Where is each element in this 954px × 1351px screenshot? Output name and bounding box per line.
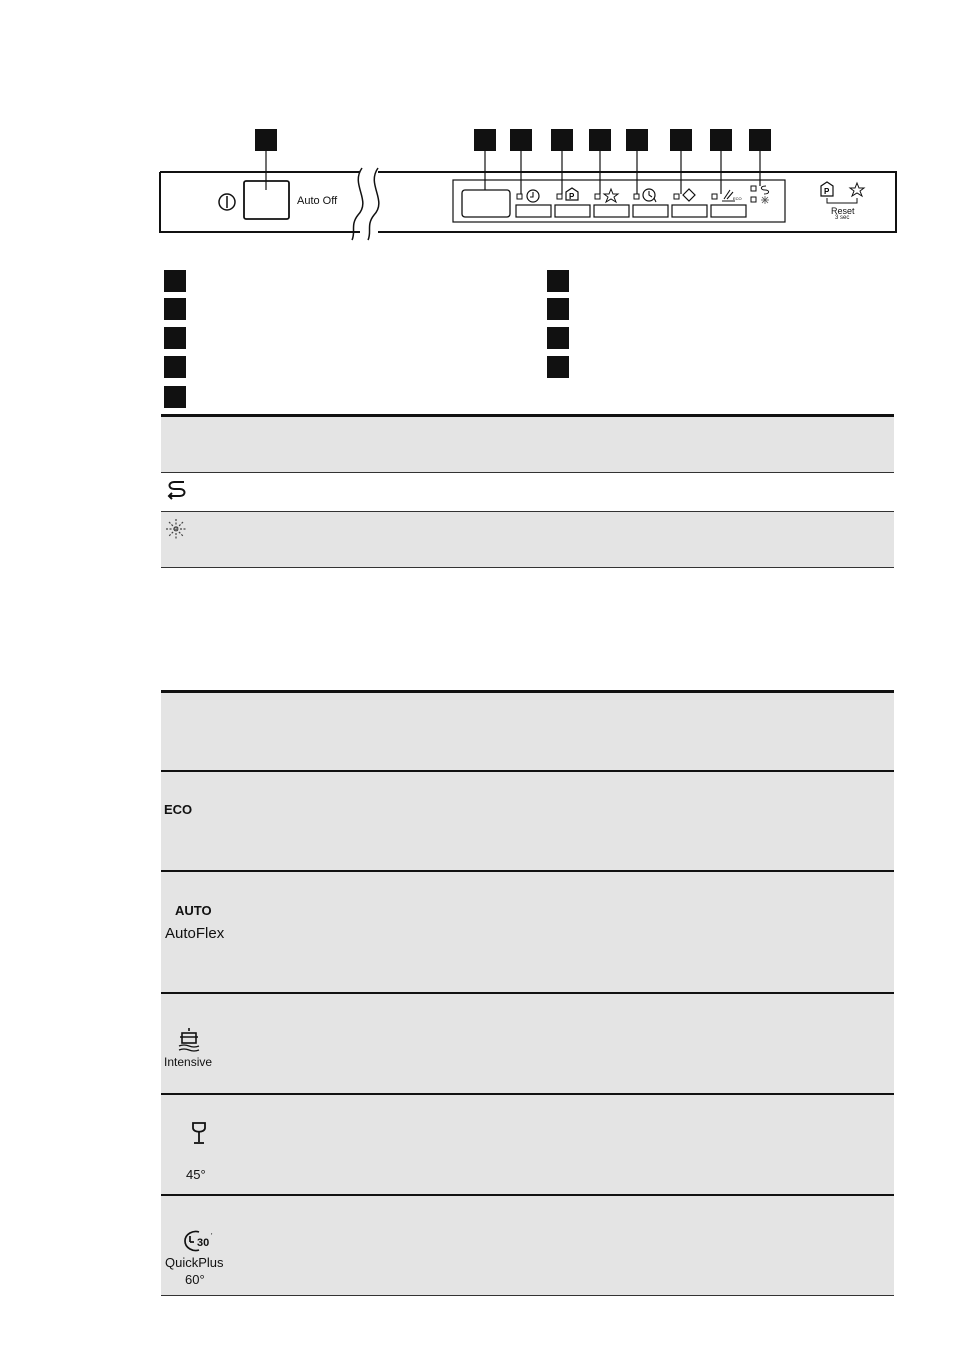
programme-label-45: 45° bbox=[186, 1167, 206, 1182]
programmes-table-header bbox=[161, 693, 894, 770]
programme-row-intensive bbox=[161, 994, 894, 1093]
control-panel-diagram bbox=[0, 0, 954, 260]
programme-label-60: 60° bbox=[185, 1272, 205, 1287]
legend-box-9 bbox=[547, 356, 569, 378]
svg-text:′: ′ bbox=[211, 1233, 213, 1240]
programme-label-intensive: Intensive bbox=[164, 1055, 213, 1069]
programme-row-autoflex bbox=[161, 872, 894, 992]
rinse-aid-icon bbox=[164, 477, 190, 508]
legend-box-3 bbox=[164, 327, 186, 349]
reset-label: Reset bbox=[831, 206, 855, 216]
legend-box-1 bbox=[164, 270, 186, 292]
auto-off-label: Auto Off bbox=[297, 195, 338, 207]
indicators-table-header bbox=[161, 417, 894, 472]
svg-text:P: P bbox=[569, 192, 575, 201]
programme-row-quickplus bbox=[161, 1196, 894, 1295]
salt-icon bbox=[165, 518, 187, 545]
glass-icon bbox=[190, 1122, 208, 1151]
programme-label-auto: AUTO bbox=[175, 903, 212, 918]
programme-label-quickplus: QuickPlus bbox=[165, 1255, 224, 1270]
legend-box-8 bbox=[547, 327, 569, 349]
legend-box-4 bbox=[164, 356, 186, 378]
legend-box-5 bbox=[164, 386, 186, 408]
programme-label-eco: ECO bbox=[164, 802, 193, 817]
reset-hint-label: 3 sec bbox=[835, 215, 850, 221]
svg-text:30: 30 bbox=[197, 1237, 210, 1249]
indicator-row-salt bbox=[161, 512, 894, 567]
svg-text:P: P bbox=[824, 187, 830, 196]
legend-box-2 bbox=[164, 298, 186, 320]
programme-row-45 bbox=[161, 1095, 894, 1194]
programme-row-eco bbox=[161, 772, 894, 870]
programme-label-autoflex: AutoFlex bbox=[165, 925, 225, 942]
legend-box-7 bbox=[547, 298, 569, 320]
legend-box-6 bbox=[547, 270, 569, 292]
svg-text:ECO: ECO bbox=[733, 196, 742, 201]
